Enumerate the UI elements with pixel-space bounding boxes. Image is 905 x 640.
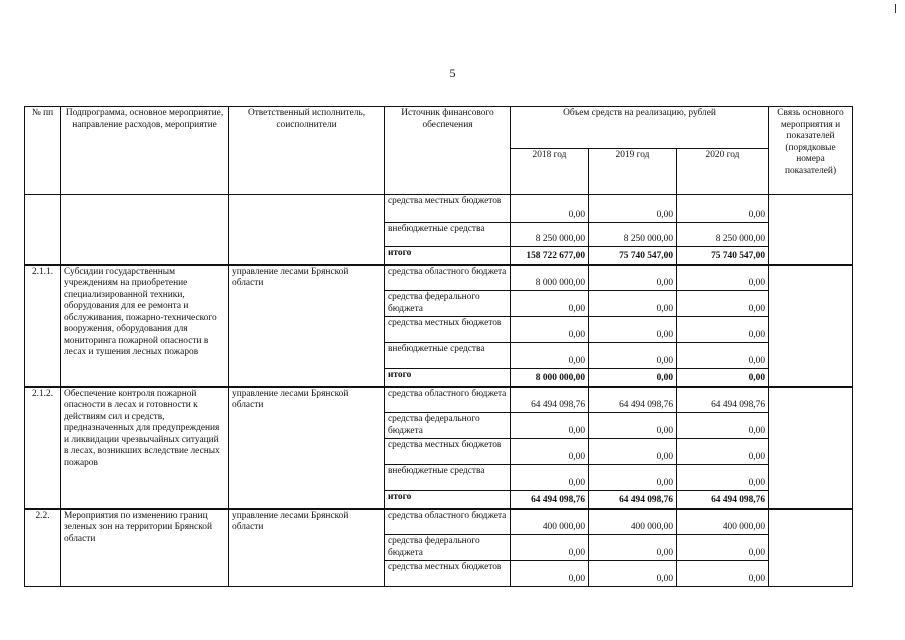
header-source: Источник финансового обеспечения [385, 107, 511, 195]
cell-value-2019: 0,00 [589, 413, 677, 439]
cell-source: средства местных бюджетов [385, 195, 511, 223]
cell-value-2020: 0,00 [677, 369, 769, 387]
budget-table [24, 106, 853, 587]
cell-value-2018: 64 494 098,76 [511, 387, 589, 413]
cell-value-2018: 0,00 [511, 561, 589, 587]
cell-value-2019: 8 250 000,00 [589, 223, 677, 247]
header-program: Подпрограмма, основное мероприятие, направление расходов, мероприятие [61, 107, 229, 195]
cell-value-2018: 64 494 098,76 [511, 491, 589, 509]
cell-code: 2.1.2. [25, 387, 61, 509]
cell-value-2019: 0,00 [589, 561, 677, 587]
cell-link [769, 265, 853, 387]
cell-executor-empty [229, 195, 385, 265]
table-row [25, 265, 853, 291]
cell-value-2018: 8 000 000,00 [511, 369, 589, 387]
cell-value-2018: 0,00 [511, 465, 589, 491]
cell-source: средства областного бюджета [385, 265, 511, 291]
cell-value-2020: 64 494 098,76 [677, 387, 769, 413]
page-number: 5 [449, 66, 456, 80]
cell-value-2019: 0,00 [589, 369, 677, 387]
cell-value-2020: 75 740 547,00 [677, 247, 769, 265]
cell-link-empty [769, 195, 853, 265]
cell-value-2018: 0,00 [511, 195, 589, 223]
cell-value-2020: 64 494 098,76 [677, 491, 769, 509]
cell-value-2019: 0,00 [589, 265, 677, 291]
cell-value-2020: 400 000,00 [677, 509, 769, 535]
cell-value-2018: 400 000,00 [511, 509, 589, 535]
header-amount: Объем средств на реализацию, рублей [511, 107, 769, 149]
cell-code: 2.2. [25, 509, 61, 587]
cell-value-2020: 0,00 [677, 535, 769, 561]
table-body [25, 195, 853, 587]
cell-value-2019: 64 494 098,76 [589, 387, 677, 413]
cell-value-2020: 8 250 000,00 [677, 223, 769, 247]
cell-source: итого [385, 491, 511, 509]
cell-source: внебюджетные средства [385, 343, 511, 369]
cell-source: средства местных бюджетов [385, 317, 511, 343]
cell-value-2020: 0,00 [677, 413, 769, 439]
cell-value-2018: 0,00 [511, 343, 589, 369]
cell-name-empty [61, 195, 229, 265]
scan-edge-mark [895, 4, 896, 13]
cell-value-2020: 0,00 [677, 195, 769, 223]
cell-name: Мероприятия по изменению границ зеленых зон на территории Брянской области [61, 509, 229, 587]
table-row [25, 195, 853, 223]
cell-value-2020: 0,00 [677, 561, 769, 587]
cell-value-2019: 0,00 [589, 195, 677, 223]
cell-value-2019: 400 000,00 [589, 509, 677, 535]
cell-value-2019: 0,00 [589, 317, 677, 343]
cell-value-2020: 0,00 [677, 465, 769, 491]
table-header [25, 107, 853, 195]
cell-source: средства местных бюджетов [385, 439, 511, 465]
cell-value-2019: 0,00 [589, 439, 677, 465]
cell-value-2019: 0,00 [589, 343, 677, 369]
cell-executor: управление лесами Брянской области [229, 509, 385, 587]
cell-source: итого [385, 369, 511, 387]
cell-value-2018: 0,00 [511, 535, 589, 561]
cell-value-2018: 8 250 000,00 [511, 223, 589, 247]
cell-source: внебюджетные средства [385, 223, 511, 247]
table-row [25, 387, 853, 413]
header-year-2019: 2019 год [589, 149, 677, 195]
cell-value-2020: 0,00 [677, 265, 769, 291]
cell-value-2020: 0,00 [677, 343, 769, 369]
cell-source: средства областного бюджета [385, 509, 511, 535]
cell-source: итого [385, 247, 511, 265]
cell-source: средства федерального бюджета [385, 291, 511, 317]
cell-value-2020: 0,00 [677, 317, 769, 343]
cell-value-2019: 0,00 [589, 465, 677, 491]
cell-value-2019: 64 494 098,76 [589, 491, 677, 509]
cell-name: Субсидии государственным учреждениям на приобретение специализированной техники, оборудования для ее ремонта и обслуживания, пожарно-технического вооружения, оборудования для мониторинга пожарной опасности в лесах и тушения лесных пожаров [61, 265, 229, 387]
cell-source: средства местных бюджетов [385, 561, 511, 587]
cell-link [769, 509, 853, 587]
cell-value-2018: 0,00 [511, 291, 589, 317]
cell-value-2020: 0,00 [677, 291, 769, 317]
cell-value-2019: 75 740 547,00 [589, 247, 677, 265]
header-executor: Ответственный исполнитель, соисполнители [229, 107, 385, 195]
cell-source: внебюджетные средства [385, 465, 511, 491]
cell-source: средства областного бюджета [385, 387, 511, 413]
cell-executor: управление лесами Брянской области [229, 265, 385, 387]
cell-name: Обеспечение контроля пожарной опасности в лесах и готовности к действиям сил и средств, предназначенных для предупреждения и ликвидации чрезвычайных ситуаций в лесах, возникших вследствие лесных пожаров [61, 387, 229, 509]
cell-code-empty [25, 195, 61, 265]
cell-link [769, 387, 853, 509]
cell-value-2018: 0,00 [511, 439, 589, 465]
cell-source: средства федерального бюджета [385, 535, 511, 561]
cell-source: средства федерального бюджета [385, 413, 511, 439]
cell-value-2019: 0,00 [589, 535, 677, 561]
cell-value-2018: 8 000 000,00 [511, 265, 589, 291]
cell-value-2018: 0,00 [511, 317, 589, 343]
cell-executor: управление лесами Брянской области [229, 387, 385, 509]
cell-value-2018: 0,00 [511, 413, 589, 439]
header-number: № пп [25, 107, 61, 195]
header-year-2018: 2018 год [511, 149, 589, 195]
table-row [25, 509, 853, 535]
cell-value-2018: 158 722 677,00 [511, 247, 589, 265]
cell-value-2020: 0,00 [677, 439, 769, 465]
header-year-2020: 2020 год [677, 149, 769, 195]
header-link: Связь основного мероприятия и показателей (порядковые номера показателей) [769, 107, 853, 195]
cell-code: 2.1.1. [25, 265, 61, 387]
cell-value-2019: 0,00 [589, 291, 677, 317]
